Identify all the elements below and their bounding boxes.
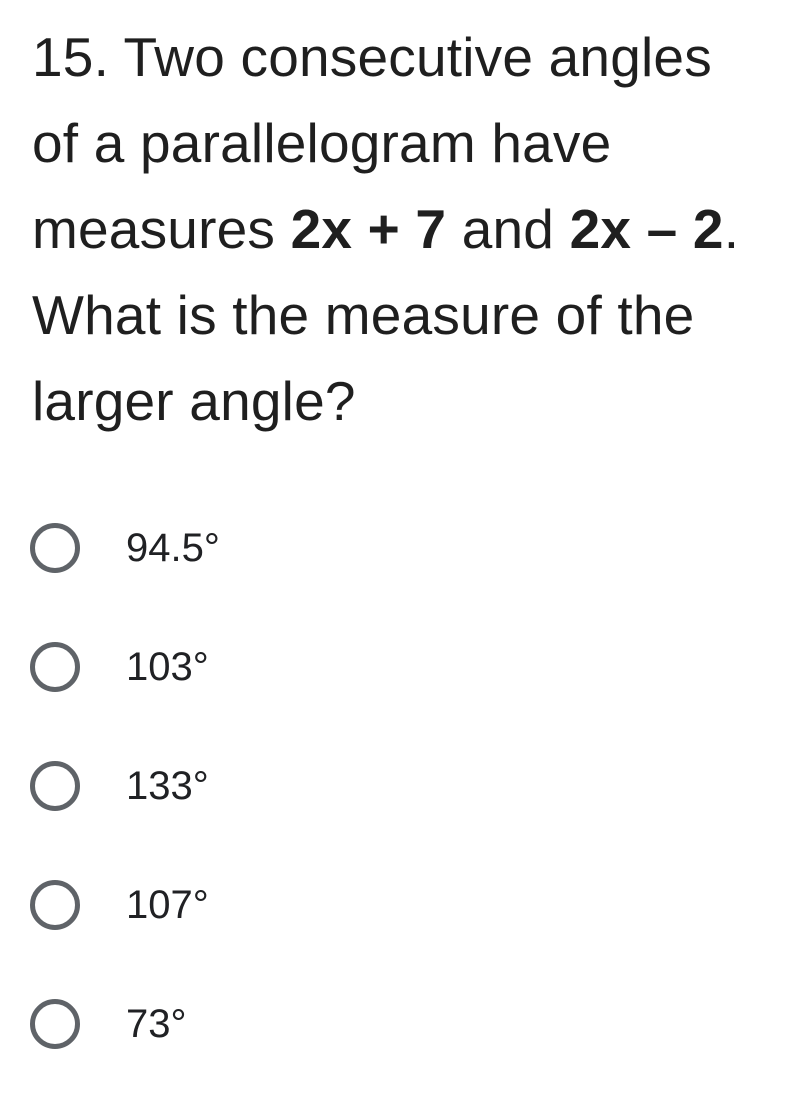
answer-option-label: 133° xyxy=(126,764,209,808)
question-line-1: 15. Two consecutive angles xyxy=(32,26,712,88)
question-line-3-mid: and xyxy=(446,198,570,260)
answer-option-label: 73° xyxy=(126,1002,187,1046)
question-text xyxy=(32,14,808,444)
answer-option-5[interactable] xyxy=(30,994,730,1054)
question-line-5: larger angle? xyxy=(32,370,356,432)
answer-options xyxy=(30,518,730,1113)
answer-option-label: 94.5° xyxy=(126,526,220,570)
answer-option-label: 107° xyxy=(126,883,209,927)
radio-button[interactable] xyxy=(30,523,80,573)
question-line-2: of a parallelogram have xyxy=(32,112,612,174)
answer-option-3[interactable] xyxy=(30,756,730,816)
answer-option-4[interactable] xyxy=(30,875,730,935)
radio-button[interactable] xyxy=(30,761,80,811)
expression-second-angle: 2x – 2 xyxy=(569,198,724,260)
question-line-3 xyxy=(32,186,808,272)
radio-button[interactable] xyxy=(30,880,80,930)
radio-button[interactable] xyxy=(30,642,80,692)
question-line-3-suffix: . xyxy=(723,198,740,260)
answer-option-2[interactable] xyxy=(30,637,730,697)
answer-option-1[interactable] xyxy=(30,518,730,578)
question-line-3-prefix: measures xyxy=(32,198,291,260)
answer-option-label: 103° xyxy=(126,645,209,689)
expression-first-angle: 2x + 7 xyxy=(290,198,447,260)
radio-button[interactable] xyxy=(30,999,80,1049)
question-line-4: What is the measure of the xyxy=(32,284,695,346)
